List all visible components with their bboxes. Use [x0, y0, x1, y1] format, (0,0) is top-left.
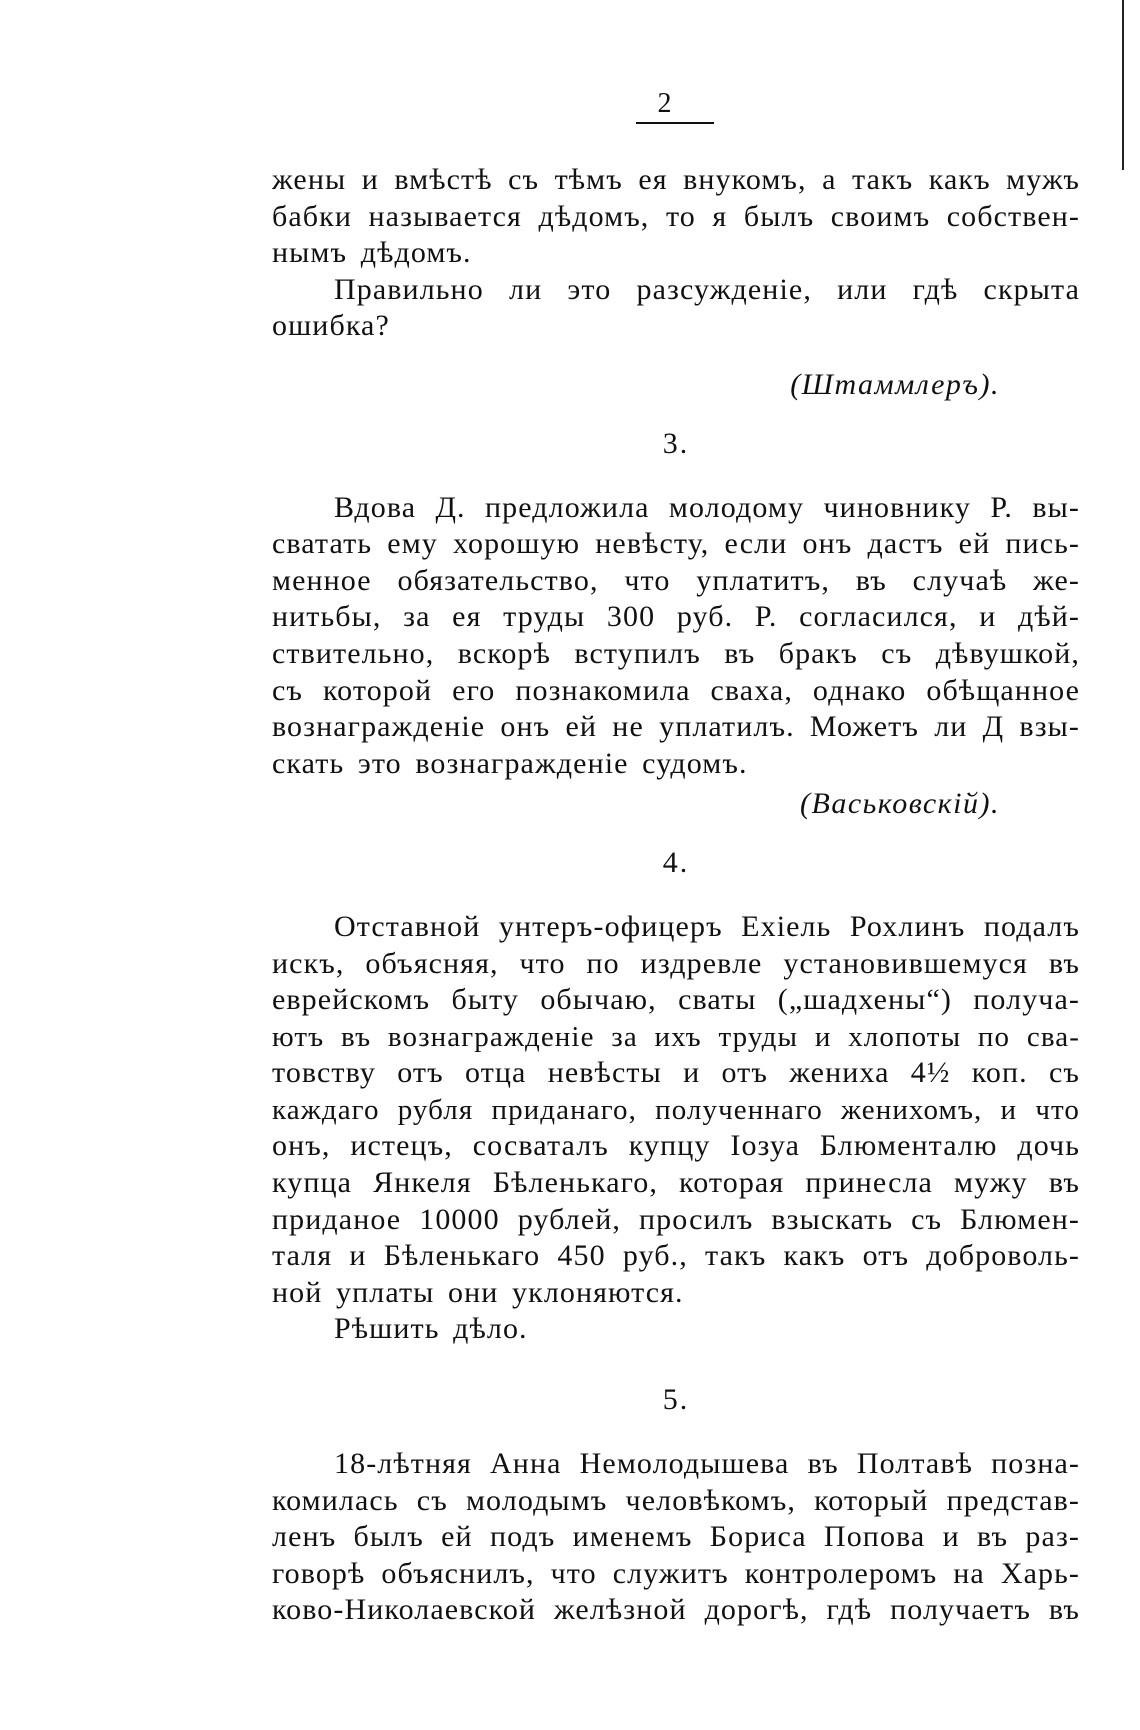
text-line: таля и Бѣленькаго 450 руб., такъ какъ отъ доброволь- — [272, 1239, 1080, 1273]
text-line: нитьбы, за ея труды 300 руб. Р. согласился, и дѣй- — [272, 600, 1080, 634]
text-line: искъ, объясняя, что по издревле установившемуся въ — [272, 946, 1080, 980]
page-number: 2 — [657, 88, 673, 119]
page-number-rule — [636, 122, 714, 124]
text-line: говорѣ объяснилъ, что служитъ контролеромъ на Харь- — [272, 1556, 1080, 1590]
section-number-4: 4. — [662, 845, 690, 879]
section-number-3: 3. — [662, 426, 690, 460]
text-line: купца Янкеля Бѣленькаго, которая принесла мужу въ — [272, 1166, 1080, 1200]
author-signature: (Штаммлеръ). — [790, 367, 1000, 401]
author-signature: (Васьковскій). — [800, 787, 1000, 821]
text-line: бабки называется дѣдомъ, то я былъ своимъ собствен- — [272, 199, 1080, 233]
text-line: ково-Николаевской желѣзной дорогѣ, гдѣ получаетъ въ — [272, 1593, 1080, 1627]
text-line: ошибка? — [272, 309, 390, 343]
text-line: товству отъ отца невѣсты и отъ жениха 4½ коп. съ — [272, 1056, 1080, 1090]
text-line: сватать ему хорошую невѣсту, если онъ дастъ ей пись- — [272, 527, 1080, 561]
page-edge-line — [1122, 0, 1124, 170]
section-4-paragraph — [272, 909, 1080, 1348]
text-line: комилась съ молодымъ человѣкомъ, который представ- — [272, 1483, 1080, 1517]
section-5-paragraph — [272, 1446, 1080, 1629]
text-line: Рѣшить дѣло. — [334, 1312, 528, 1346]
text-line: ствительно, вскорѣ вступилъ въ бракъ съ дѣвушкой, — [272, 636, 1080, 670]
text-line: жены и вмѣстѣ съ тѣмъ ея внукомъ, а такъ какъ мужъ — [272, 163, 1080, 196]
text-line: нымъ дѣдомъ. — [272, 236, 472, 270]
question-paragraph — [272, 272, 1080, 345]
text-column — [272, 162, 1080, 1629]
text-line: ной уплаты они уклоняются. — [272, 1275, 684, 1309]
text-line: Вдова Д. предложила молодому чиновнику Р. вы- — [334, 490, 1080, 524]
text-line: вознагражденіе онъ ей не уплатилъ. Можетъ ли Д взы- — [272, 710, 1080, 744]
section-3-paragraph — [272, 490, 1080, 783]
intro-paragraph — [272, 162, 1080, 272]
text-line: онъ, истецъ, сосваталъ купцу Іозуа Блюменталю дочь — [272, 1129, 1080, 1163]
text-line: менное обязательство, что уплатитъ, въ случаѣ же- — [272, 563, 1080, 597]
text-line: ютъ въ вознагражденіе за ихъ труды и хлопоты по сва- — [272, 1020, 1080, 1053]
section-number-5: 5. — [662, 1383, 690, 1417]
text-line: Правильно ли это разсужденіе, или гдѣ скрыта — [334, 272, 1080, 306]
text-line: Отставной унтеръ-офицеръ Ехіель Рохлинъ подалъ — [334, 909, 1080, 943]
text-line: ленъ былъ ей подъ именемъ Бориса Попова и въ раз- — [272, 1520, 1080, 1554]
text-line: 18-лѣтняя Анна Немолодышева въ Полтавѣ позна- — [334, 1447, 1080, 1481]
text-line: еврейскомъ быту обычаю, сваты („шадхены“) получа- — [272, 983, 1080, 1017]
text-line: скать это вознагражденіе судомъ. — [272, 746, 748, 780]
text-line: приданое 10000 рублей, просилъ взыскать съ Блюмен- — [272, 1202, 1080, 1236]
text-line: каждаго рубля приданаго, полученнаго женихомъ, и что — [272, 1093, 1080, 1126]
text-line: съ которой его познакомила сваха, однако обѣщанное — [272, 673, 1080, 707]
